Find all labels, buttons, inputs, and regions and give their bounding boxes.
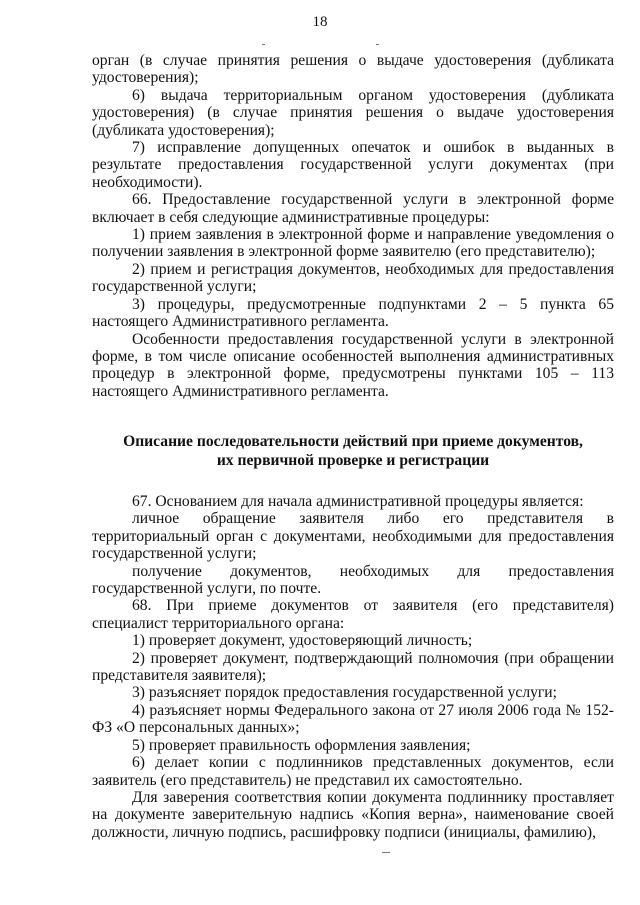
paragraph: Для заверения соответствия копии документа подлиннику проставляет на документе заверительную надпись «Копия верна», наименование своей должности, личную подпись, расшифровку подписи (инициалы, фамилию), <box>92 788 614 841</box>
paragraph: 3) процедуры, предусмотренные подпунктами 2 – 5 пункта 65 настоящего Административного регламента. <box>92 295 614 331</box>
paragraph: 7) исправление допущенных опечаток и ошибок в выданных в результате предоставления государственной услуги документах (при необходимости). <box>92 139 614 191</box>
paragraph: 66. Предоставление государственной услуги в электронной форме включает в себя следующие административные процедуры: <box>92 191 614 226</box>
paragraph: 6) делает копии с подлинников представленных документов, если заявитель (его представитель) не представил их самостоятельно. <box>92 754 614 789</box>
paragraph: 68. При приеме документов от заявителя (его представителя) специалист территориального органа: <box>92 597 614 632</box>
body-text-bottom <box>92 493 614 841</box>
paragraph: получение документов, необходимых для предоставления государственной услуги, по почте. <box>92 562 614 598</box>
page-number: 18 <box>312 14 328 30</box>
paragraph: 5) проверяет правильность оформления заявления; <box>132 736 471 754</box>
paragraph: 3) разъясняет порядок предоставления государственной услуги; <box>132 684 557 702</box>
scan-speck <box>262 44 265 45</box>
paragraph: личное обращение заявителя либо его представителя в территориальный орган с документами, необходимыми для предоставления государственной услуги; <box>92 510 614 563</box>
paragraph: 67. Основанием для начала административной процедуры является: <box>132 493 584 510</box>
paragraph: 2) проверяет документ, подтверждающий полномочия (при обращении представителя заявителя); <box>92 649 614 685</box>
paragraph: 2) прием и регистрация документов, необходимых для предоставления государственной услуги; <box>92 260 614 296</box>
section-heading-line: Описание последовательности действий при приеме документов, <box>123 433 583 450</box>
paragraph: 1) проверяет документ, удостоверяющий личность; <box>132 632 473 650</box>
paragraph: 1) прием заявления в электронной форме и направление уведомления о получении заявления в электронной форме заявителю (его представителю); <box>92 226 614 261</box>
body-text-top <box>92 52 614 400</box>
scan-speck <box>376 44 379 45</box>
paragraph: орган (в случае принятия решения о выдаче удостоверения (дубликата удостоверения); <box>92 52 614 87</box>
paragraph: 4) разъясняет нормы Федерального закона от 27 июля 2006 года № 152-ФЗ «О персональных данных»; <box>92 701 614 737</box>
scan-speck <box>382 852 390 853</box>
paragraph: 6) выдача территориальным органом удостоверения (дубликата удостоверения) (в случае принятия решения о выдаче удостоверения (дубликата удостоверения); <box>92 86 614 139</box>
paragraph: Особенности предоставления государственной услуги в электронной форме, в том числе описание особенностей выполнения административных процедур в электронной форме, предусмотрены пунктами 105 – 113 настоящего Административного регламента. <box>92 330 614 400</box>
section-heading <box>92 432 614 470</box>
section-heading-line: их первичной проверке и регистрации <box>216 452 490 469</box>
